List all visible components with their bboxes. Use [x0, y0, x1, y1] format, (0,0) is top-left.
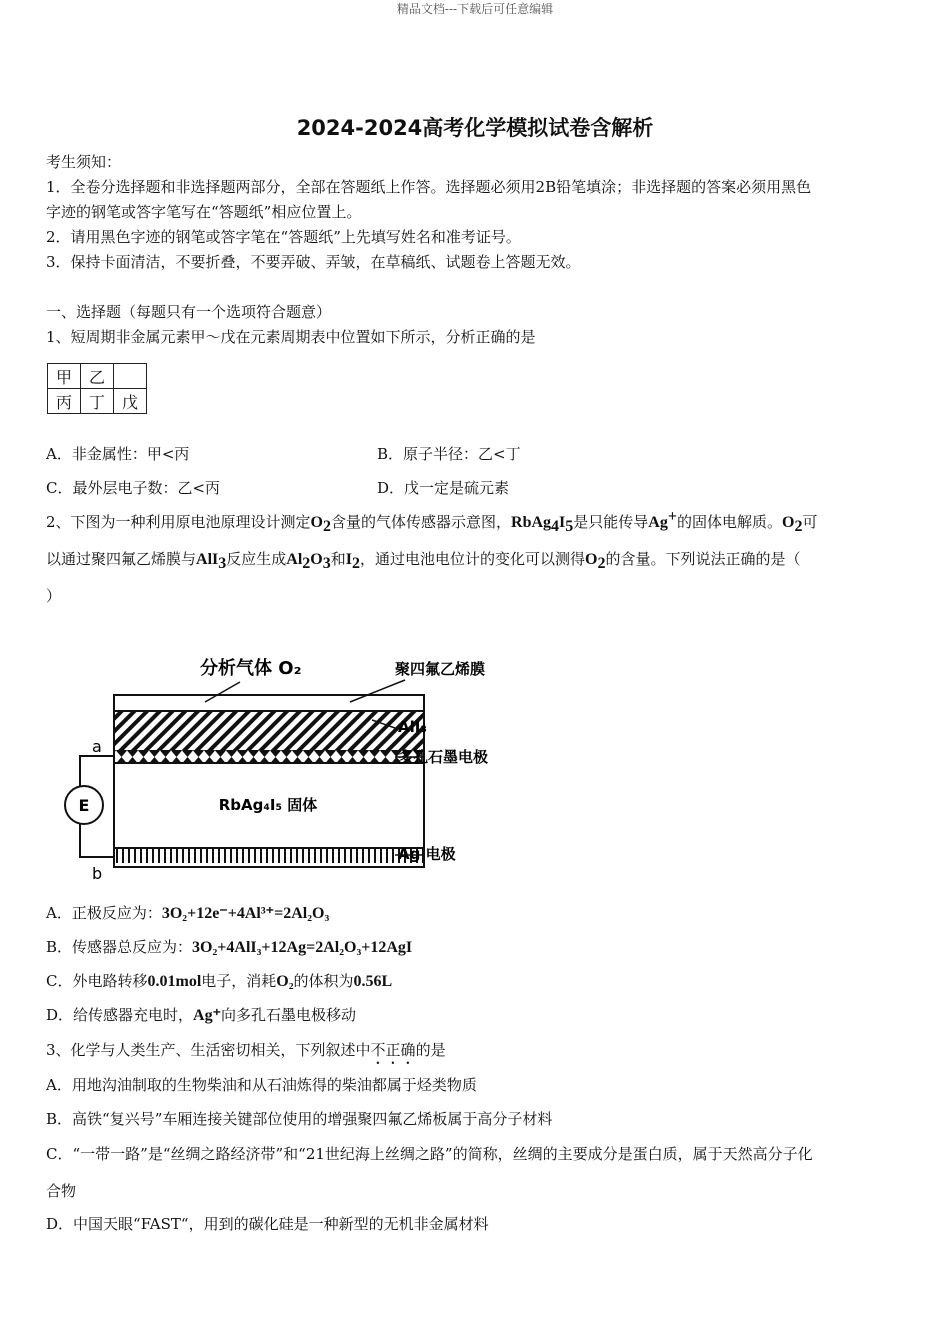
label-solid: RbAg₄I₅ 固体: [218, 796, 318, 814]
label-graphite: 多孔石墨电极: [398, 748, 489, 766]
q3-option-b: B．高铁“复兴号”车厢连接关键部位使用的增强聚四氟乙烯板属于高分子材料: [46, 1110, 553, 1128]
q3-option-d: D．中国天眼“FAST“，用到的碳化硅是一种新型的无机非金属材料: [46, 1215, 489, 1233]
q2-stem-line-3: ）: [46, 587, 62, 605]
label-e: E: [78, 796, 90, 815]
q2-option-d: D．给传感器充电时，Ag⁺向多孔石墨电极移动: [46, 1006, 357, 1024]
label-ag-electrode: Ag 电极: [398, 845, 456, 863]
q3-stem: 3、化学与人类生产、生活密切相关，下列叙述中不正确的是: [46, 1041, 446, 1059]
q1-stem: 1、短周期非金属元素甲～戊在元素周期表中位置如下所示，分析正确的是: [46, 328, 536, 346]
q2-stem-line-1: 2、下图为一种利用原电池原理设计测定$O_2$含量的气体传感器示意图，$RbAg_4I_5$是只能传导Ag+的固体电解质。$O_2$可: [46, 508, 818, 535]
q1-option-d: D．戊一定是硫元素: [377, 479, 510, 497]
notice-line-2: 2．请用黑色字迹的钢笔或答字笔在“答题纸”上先填写姓名和准考证号。: [46, 228, 521, 246]
wire-b: [80, 822, 114, 857]
periodic-table-fragment: [47, 363, 147, 414]
notice-line-1b: 字迹的钢笔或答字笔写在“答题纸”相应位置上。: [46, 203, 362, 221]
q3-option-a: A．用地沟油制取的生物柴油和从石油炼得的柴油都属于烃类物质: [46, 1076, 477, 1094]
notice-line-3: 3．保持卡面清洁，不要折叠，不要弄破、弄皱，在草稿纸、试题卷上答题无效。: [46, 253, 581, 271]
page-header: 精品文档---下载后可任意编辑: [396, 2, 554, 16]
label-ptfe: 聚四氟乙烯膜: [395, 660, 486, 678]
graphite-electrode: [115, 750, 423, 763]
label-ali3: AlI₃: [398, 718, 427, 736]
q1-option-a: A．非金属性：甲<丙: [46, 445, 190, 463]
q2-stem-line-2: 以通过聚四氟乙烯膜与AlI$_3$反应生成$Al_2O_3$和$I_2$，通过电池电位计的变化可以测得$O_2$的含量。下列说法正确的是（: [46, 550, 801, 572]
q2-option-b: B．传感器总反应为：3O₂+4AlI₃+12Ag=2Al₂O₃+12AgI: [46, 938, 413, 956]
ali3-layer: [115, 712, 423, 750]
cell-bing: 丙: [48, 389, 81, 414]
cell-wu: 戊: [114, 389, 147, 414]
ag-electrode: [115, 849, 423, 863]
notice-line-1: 1．全卷分选择题和非选择题两部分，全部在答题纸上作答。选择题必须用2B铅笔填涂；非选择题的答案必须用黑色: [46, 178, 812, 196]
notice-heading: 考生须知：: [46, 153, 122, 171]
cell-yi: 乙: [81, 364, 114, 389]
q3-option-c-cont: 合物: [46, 1182, 77, 1200]
q2-option-c: C．外电路转移0.01mol电子，消耗O₂的体积为0.56L: [46, 972, 393, 990]
label-b: b: [92, 864, 103, 883]
cell-jia: 甲: [48, 364, 81, 389]
cell-empty: [114, 364, 147, 389]
q1-option-c: C．最外层电子数：乙<丙: [46, 479, 221, 497]
label-gas: 分析气体 O₂: [200, 658, 302, 679]
label-a: a: [92, 737, 102, 756]
gas-sensor-diagram: [50, 640, 520, 885]
cell-ding: 丁: [81, 389, 114, 414]
q3-option-c: C．“一带一路”是“丝绸之路经济带”和“21世纪海上丝绸之路”的简称，丝绸的主要成分是蛋白质，属于天然高分子化: [46, 1145, 813, 1163]
wire-a: [80, 756, 114, 788]
q1-option-b: B．原子半径：乙<丁: [377, 445, 521, 463]
page-title: 2024-2024高考化学模拟试卷含解析: [296, 116, 654, 140]
section-heading: 一、选择题（每题只有一个选项符合题意）: [46, 303, 332, 321]
q2-option-a: A．正极反应为：3O₂+12e⁻+4Al³⁺=2Al₂O₃: [46, 904, 330, 922]
